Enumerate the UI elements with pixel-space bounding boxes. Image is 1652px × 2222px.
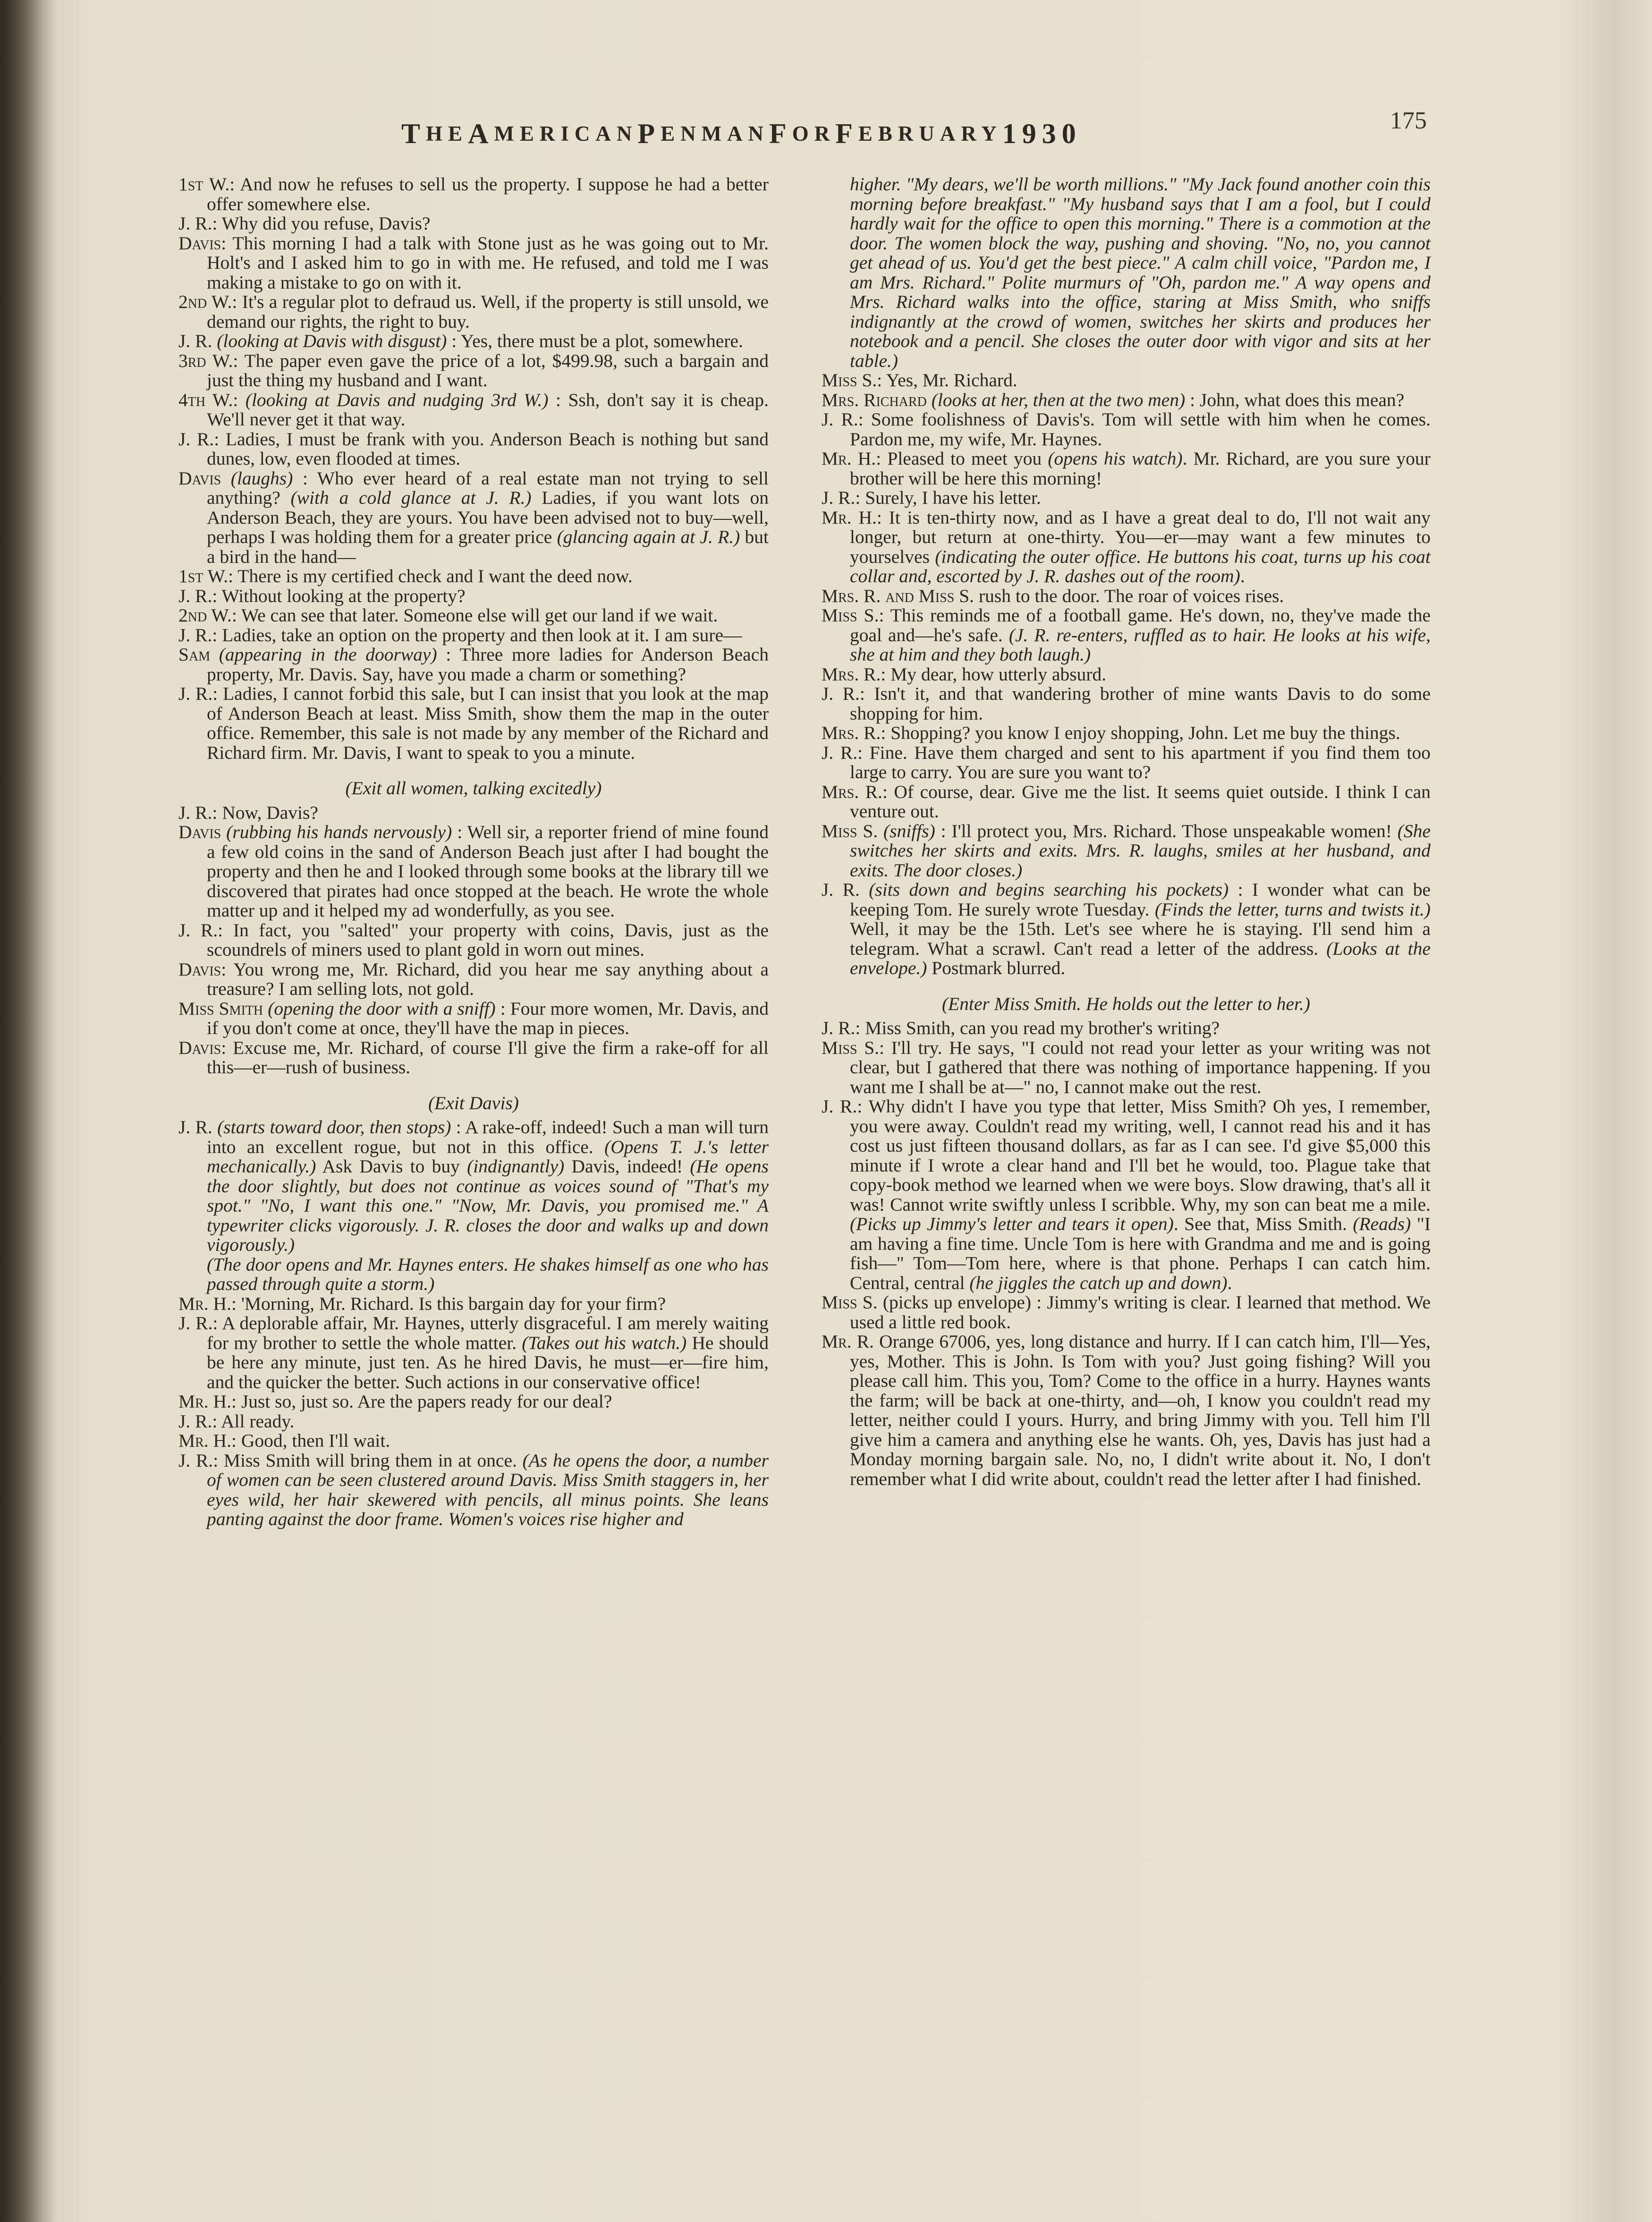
stage-direction-inline: (looks at her, then at the two men) (926, 389, 1186, 410)
speaker-name: Davis: (178, 958, 227, 980)
speaker-name: J. R.: (178, 1410, 218, 1432)
stage-direction-inline: (indicating the outer office. He buttons his coat, turns up his coat collar and, escorted by J. R. dashes out of the room) (850, 546, 1431, 586)
stage-direction-inline: (sniffs) (878, 820, 935, 841)
speaker-name: 4th W.: (178, 389, 238, 410)
stage-direction-inline: (opening the door with a sniff) (263, 998, 496, 1019)
stage-direction-inline: (She switches her skirts and exits. Mrs. R. laughs, smiles at her husband, and exits. The door closes.) (850, 820, 1431, 881)
dialogue-text: Some foolishness of Davis's. Tom will settle with him when he comes. Pardon me, my wife, Mr. Haynes. (850, 409, 1431, 449)
dialogue-text: 'Morning, Mr. Richard. Is this bargain day for your firm? (236, 1293, 666, 1314)
speech-line (178, 390, 769, 430)
dialogue-text: : Three more ladies for Anderson Beach property, Mr. Davis. Say, have you made a charm or something? (207, 644, 769, 685)
dialogue-text: Well, it may be the 15th. Let's see where he is staying. I'll send him a telegram. What a scrawl. Can't read a letter of the address. (850, 918, 1431, 959)
dialogue-text: Just so, just so. Are the papers ready for our deal? (236, 1391, 612, 1412)
running-header (401, 108, 1157, 160)
speaker-name: Mrs. R.: (822, 663, 886, 685)
speaker-name: Davis (178, 822, 221, 842)
stage-direction-inline: (with a cold glance at J. R.) (290, 487, 532, 508)
dialogue-text: Isn't it, and that wandering brother of mine wants Davis to do some shopping for him. (850, 683, 1431, 724)
speech-line (178, 606, 769, 626)
speaker-name: J. R.: (822, 409, 864, 430)
speaker-name: 1st W.: (178, 566, 234, 586)
header-word: MERICAN (494, 122, 638, 145)
dialogue-text: Yes, Mr. Richard. (882, 370, 1017, 390)
speech-line (822, 782, 1431, 822)
speech-line (178, 469, 769, 567)
header-word: OR (792, 122, 836, 145)
dialogue-text: . See that, Miss Smith. (1173, 1213, 1353, 1234)
dialogue-text: A deplorable affair, Mr. Haynes, utterly disgraceful. I am merely waiting for my brother to settle the whole matter. (207, 1313, 769, 1353)
stage-direction-inline: (looking at Davis and nudging 3rd W.) (238, 389, 549, 410)
speaker-name: Mr. R. (822, 1331, 874, 1352)
speaker-name: J. R. (822, 879, 860, 900)
dialogue-text: Surely, I have his letter. (860, 487, 1041, 508)
dialogue-text: Ladies, if you want lots on Anderson Beach, they are yours. You have been advised not to buy—well, perhaps I was holding them for a greater price (207, 487, 769, 547)
left-column (178, 175, 769, 1529)
speech-line (822, 1038, 1431, 1097)
speech-line (178, 999, 769, 1038)
speaker-name: Miss S. (822, 820, 878, 841)
speaker-name: J. R.: (178, 1450, 219, 1471)
speech-line (178, 567, 769, 586)
dialogue-text: but a bird in the hand— (207, 526, 769, 567)
speech-line (178, 645, 769, 684)
header-word: HE (426, 122, 468, 145)
speech-line (822, 1018, 1431, 1038)
speaker-name: J. R.: (178, 683, 218, 704)
dialogue-text: Without looking at the property? (217, 585, 466, 606)
header-word: ENMAN (661, 122, 770, 145)
stage-direction-inline: (Reads) (1353, 1213, 1411, 1234)
stage-direction-continued: (The door opens and Mr. Haynes enters. He shakes himself as one who has passed through quite a storm.) (207, 1254, 769, 1294)
stage-direction: (Exit Davis) (428, 1092, 519, 1113)
stage-direction-inline: (glancing again at J. R.) (557, 526, 740, 547)
stage-direction: (Exit all women, talking excitedly) (345, 778, 602, 798)
speech-line (178, 1451, 769, 1529)
speech-line (822, 508, 1431, 586)
speaker-name: 2nd W.: (178, 605, 237, 626)
dialogue-text: : I wonder what can be keeping Tom. He surely wrote Tuesday. (850, 879, 1431, 920)
dialogue-text: Orange 67006, yes, long distance and hurry. If I can catch him, I'll—Yes, yes, Mother. This is John. Is Tom with you? Just going fishing? Will you please call him. This you, Tom? Come to the office in a hurry. Haynes wants the farm; will be back at one-thirty, and—oh, I know you couldn't read my letter, neither could I yours. Hurry, and bring Jimmy with you. Tell him I'll give him a camera and anything else he wants. Oh, yes, Davis has just had a Monday morning bargain sale. No, no, I didn't write about it. No, I don't remember what I did write about, couldn't read the letter after I had finished. (850, 1331, 1431, 1489)
dialogue-text: Ladies, I must be frank with you. Anderson Beach is nothing but sand dunes, low, even flooded at times. (207, 428, 769, 469)
speech-line (178, 1314, 769, 1392)
speech-line (178, 1294, 769, 1314)
speech-line (178, 823, 769, 921)
dialogue-text: And now he refuses to sell us the property. I suppose he had a better offer somewhere else. (207, 174, 769, 214)
right-column (822, 175, 1431, 1489)
speech-line (822, 822, 1431, 881)
speech-line (822, 1293, 1431, 1332)
dialogue-text: Postmark blurred. (927, 958, 1066, 978)
dialogue-text: This reminds me of a football game. He's down, no, they've made the goal and—he's safe. (850, 605, 1431, 645)
speech-line (178, 1412, 769, 1432)
speech-line (178, 351, 769, 390)
speaker-name: Miss Smith (178, 998, 263, 1019)
speaker-name: 3rd W.: (178, 350, 238, 371)
dialogue-text: There is my certified check and I want the deed now. (233, 566, 633, 586)
dialogue-text: : Who ever heard of a real estate man not trying to sell anything? (207, 467, 769, 508)
stage-direction: (Enter Miss Smith. He holds out the letter to her.) (941, 993, 1311, 1014)
speech-line (178, 921, 769, 960)
stage-direction-inline: (sits down and begins searching his pockets) (859, 879, 1229, 900)
dialogue-text: Davis, indeed! (564, 1156, 690, 1177)
speech-line (822, 743, 1431, 782)
speaker-name: 1st W.: (178, 174, 235, 195)
header-letter: A (468, 118, 494, 149)
dialogue-text: Why didn't I have you type that letter, Miss Smith? Oh yes, I remember, you were away. Couldn't read my writing, well, I cannot read his and it has cost us just fifteen thousand dollars, as far as I can see. I'd give $5,000 this minute if I wrote a clear hand and I'll bet he would, too. Plague take that copy-book method we learned when we were boys. Slow drawing, that's all it was! Cannot write swiftly unless I scribble. Why, my son can beat me a mile. (850, 1096, 1431, 1215)
speech-line (822, 880, 1431, 978)
speaker-name: Davis: (178, 1037, 227, 1058)
dialogue-text: : I'll protect you, Mrs. Richard. Those unspeakable women! (935, 820, 1398, 841)
header-letter: T (401, 118, 426, 149)
speaker-name: J. R.: (178, 1313, 218, 1333)
dialogue-text: He should be here any minute, just ten. As he hired Davis, he must—er—fire him, and the quicker the better. Such actions in our conservative office! (207, 1332, 769, 1392)
speaker-name: J. R.: (178, 213, 218, 234)
dialogue-text: It's a regular plot to defraud us. Well, if the property is still unsold, we demand our rights, the right to buy. (207, 291, 769, 332)
speech-line (178, 430, 769, 469)
speaker-name: J. R.: (178, 802, 218, 823)
dialogue-text: rush to the door. The roar of voices rises. (974, 585, 1284, 606)
dialogue-text: Of course, dear. Give me the list. It seems quiet outside. I think I can venture out. (850, 781, 1431, 822)
speaker-name: J. R.: (178, 624, 218, 645)
header-word: EBRUARY (858, 122, 1002, 145)
speech-line (178, 803, 769, 823)
speech-line (822, 606, 1431, 665)
dialogue-text: We can see that later. Someone else will get our land if we wait. (237, 605, 718, 626)
stage-direction-inline: (Finds the letter, turns and twists it.) (1154, 899, 1431, 920)
speech-line (822, 371, 1431, 390)
dialogue-text: It is ten-thirty now, and as I have a great deal to do, I'll not wait any longer, but return at one-thirty. You—er—may want a few minutes to yourselves (850, 507, 1431, 567)
dialogue-text: : Yes, there must be a plot, somewhere. (447, 331, 743, 351)
speaker-name: 2nd W.: (178, 291, 237, 312)
speaker-name: Miss S.: (822, 1037, 885, 1058)
speaker-name: Mr. H.: (822, 507, 882, 528)
dialogue-text: In fact, you "salted" your property with coins, Davis, just as the scoundrels of miners used to plant gold in worn out mines. (207, 919, 769, 960)
speaker-name: J. R.: (822, 742, 863, 763)
speaker-name: Davis (178, 467, 221, 489)
dialogue-text: Excuse me, Mr. Richard, of course I'll give the firm a rake-off for all this—er—rush of business. (207, 1037, 769, 1077)
dialogue-text: Ask Davis to buy (316, 1156, 467, 1177)
speech-line (822, 390, 1431, 410)
dialogue-text: : A rake-off, indeed! Such a man will turn into an excellent rogue, but not in this office. (207, 1117, 769, 1157)
stage-direction-inline: (As he opens the door, a number of women can be seen clustered around Davis. Miss Smith staggers in, her eyes wild, her hair skewered with pencils, all minus points. She leans panting against the door frame. Women's voices rise higher and (207, 1450, 769, 1529)
dialogue-text: : John, what does this mean? (1185, 389, 1405, 410)
speech-line (178, 331, 769, 351)
speaker-name: J. R.: (178, 585, 218, 606)
stage-direction-inline: (starts toward door, then stops) (212, 1117, 451, 1137)
speaker-name: Mrs. R. and Miss S. (822, 585, 974, 606)
speaker-name: J. R.: (822, 1096, 863, 1117)
dialogue-text: Miss Smith will bring them in at once. (218, 1450, 523, 1471)
speech-line (822, 488, 1431, 508)
speech-line (822, 449, 1431, 488)
dialogue-text: : Well sir, a reporter friend of mine found a few old coins in the sand of Anderson Beach just after I had bought the property and then he and I looked through some books at the library till we discovered that pirates had once stopped at the beach. He wrote the whole matter up and it helped my ad wonderfully, as you see. (207, 822, 769, 921)
stage-direction-inline: (opens his watch) (1048, 448, 1183, 469)
speech-line (178, 1392, 769, 1412)
dialogue-text: The paper even gave the price of a lot, $499.98, such a bargain and just the thing my husband and I want. (207, 350, 769, 390)
speaker-name: Mr. H.: (178, 1430, 237, 1451)
speech-line (178, 292, 769, 331)
dialogue-text: (picks up envelope) : Jimmy's writing is clear. I learned that method. We used a little red book. (850, 1292, 1431, 1332)
stage-direction-inline: (Opens T. J.'s letter mechanically.) (207, 1136, 769, 1177)
speech-line (178, 684, 769, 763)
speech-line (822, 665, 1431, 685)
speech-line (178, 626, 769, 645)
dialogue-text: . (1227, 1272, 1232, 1293)
stage-direction-inline: (Takes out his watch.) (522, 1332, 687, 1353)
speech-line (178, 960, 769, 999)
speech-line (178, 1038, 769, 1077)
dialogue-text: . (1240, 566, 1245, 586)
speaker-name: Mr. H.: (822, 448, 881, 469)
stage-direction-inline: (appearing in the doorway) (210, 644, 437, 665)
speech-line (822, 1332, 1431, 1489)
speaker-name: Mrs. R.: (822, 781, 888, 802)
dialogue-text: : Four more women, Mr. Davis, and if you don't come at once, they'll have the map in pieces. (207, 998, 769, 1038)
speaker-name: Mrs. R.: (822, 722, 886, 743)
speaker-name: Miss S.: (822, 605, 884, 626)
speaker-name: Sam (178, 644, 211, 665)
dialogue-text: : Ssh, don't say it is cheap. We'll never get it that way. (207, 389, 769, 430)
speech-line (822, 684, 1431, 723)
speaker-name: J. R.: (178, 919, 223, 941)
speaker-name: J. R.: (178, 428, 220, 449)
speech-line (822, 410, 1431, 449)
header-year: 1930 (1002, 118, 1082, 149)
speech-line (178, 1118, 769, 1255)
dialogue-text: "I am having a fine time. Uncle Tom is here with Grandma and me and is going fish—" Tom—Tom here, where is that phone. Perhaps I can catch him. Central, central (850, 1213, 1431, 1293)
speech-line (178, 175, 769, 214)
speech-line (822, 586, 1431, 606)
speaker-name: J. R.: (822, 487, 861, 508)
speech-line (178, 214, 769, 234)
header-letter: F (835, 118, 858, 149)
speech-line (178, 586, 769, 606)
dialogue-text: All ready. (217, 1410, 295, 1432)
dialogue-text: This morning I had a talk with Stone just as he was going out to Mr. Holt's and I asked him to go in with me. He refused, and told me I was making a mistake to go on with it. (207, 232, 769, 293)
stage-direction-inline: (laughs) (221, 467, 293, 489)
stage-direction-inline: (J. R. re-enters, ruffled as to hair. He looks at his wife, she at him and they both laugh.) (850, 624, 1431, 665)
speaker-name: Mrs. Richard (822, 389, 927, 410)
stage-direction-inline: (he jiggles the catch up and down) (969, 1272, 1228, 1293)
speaker-name: Mr. H.: (178, 1391, 237, 1412)
speaker-name: J. R. (178, 331, 212, 351)
speaker-name: Miss S. (822, 1292, 878, 1313)
dialogue-text: Ladies, take an option on the property and then look at it. I am sure— (217, 624, 742, 645)
stage-direction-continued: higher. "My dears, we'll be worth millions." "My Jack found another coin this morning before breakfast." "My husband says that I am a fool, but I could hardly wait for the office to open this morning." There is a commotion at the door. The women block the way, pushing and shoving. "No, no, you cannot get ahead of us. You'd get the best piece." A calm chill voice, "Pardon me, I am Mrs. Richard." Polite murmurs of "Oh, pardon me." A way opens and Mrs. Richard walks into the office, staring at Miss Smith, who sniffs indignantly at the crowd of women, switches her skirts and produces her notebook and a pencil. She closes the outer door with vigor and sits at her table.) (850, 174, 1431, 371)
dialogue-text: Why did you refuse, Davis? (217, 213, 431, 234)
dialogue-text: . Mr. Richard, are you sure your brother will be here this morning! (850, 448, 1431, 489)
speaker-name: J. R. (178, 1117, 212, 1137)
speech-line (178, 234, 769, 293)
stage-direction-inline: (Picks up Jimmy's letter and tears it open) (850, 1213, 1174, 1234)
stage-direction-inline: (rubbing his hands nervously) (221, 822, 452, 842)
speech-line (178, 1431, 769, 1451)
speaker-name: Davis: (178, 232, 227, 254)
speaker-name: Mr. H.: (178, 1293, 237, 1314)
stage-direction-inline: (Looks at the envelope.) (850, 938, 1431, 978)
book-spine-shadow (0, 0, 57, 2222)
speech-line (822, 723, 1431, 743)
dialogue-text: Good, then I'll wait. (236, 1430, 390, 1451)
stage-direction-inline: (He opens the door slightly, but does not continue as voices sound of "That's my spot." "No, I want this one." "Now, Mr. Davis, you promised me." A typewriter clicks vigorously. J. R. closes the door and walks up and down vigorously.) (207, 1156, 769, 1255)
dialogue-text: Pleased to meet you (881, 448, 1048, 469)
speaker-name: Miss S.: (822, 370, 882, 390)
speech-line (822, 1097, 1431, 1293)
dialogue-text: Shopping? you know I enjoy shopping, John. Let me buy the things. (886, 722, 1400, 743)
dialogue-text: Ladies, I cannot forbid this sale, but I can insist that you look at the map of Anderson Beach at least. Miss Smith, show them the map in the outer office. Remember, this sale is not made by any member of the Richard and Richard firm. Mr. Davis, I want to speak to you a minute. (207, 683, 769, 763)
speaker-name: J. R.: (822, 1018, 861, 1038)
header-letter: P (637, 118, 661, 149)
stage-direction-inline: (indignantly) (467, 1156, 565, 1177)
page-number: 175 (1390, 107, 1427, 134)
dialogue-text: You wrong me, Mr. Richard, did you hear me say anything about a treasure? I am selling lots, not gold. (207, 958, 769, 999)
dialogue-text: Miss Smith, can you read my brother's writing? (860, 1018, 1220, 1038)
stage-direction-inline: (looking at Davis with disgust) (212, 331, 447, 351)
header-letter: F (769, 118, 792, 149)
dialogue-text: Fine. Have them charged and sent to his apartment if you find them too large to carry. You are sure you want to? (850, 742, 1431, 782)
speaker-name: J. R.: (822, 683, 865, 704)
dialogue-text: I'll try. He says, "I could not read your letter as your writing was not clear, but I gathered that there was nothing of importance happening. If you want me I shall be at—" no, I cannot make out the rest. (850, 1037, 1431, 1097)
dialogue-text: My dear, how utterly absurd. (886, 663, 1107, 685)
dialogue-text: Now, Davis? (217, 802, 318, 823)
